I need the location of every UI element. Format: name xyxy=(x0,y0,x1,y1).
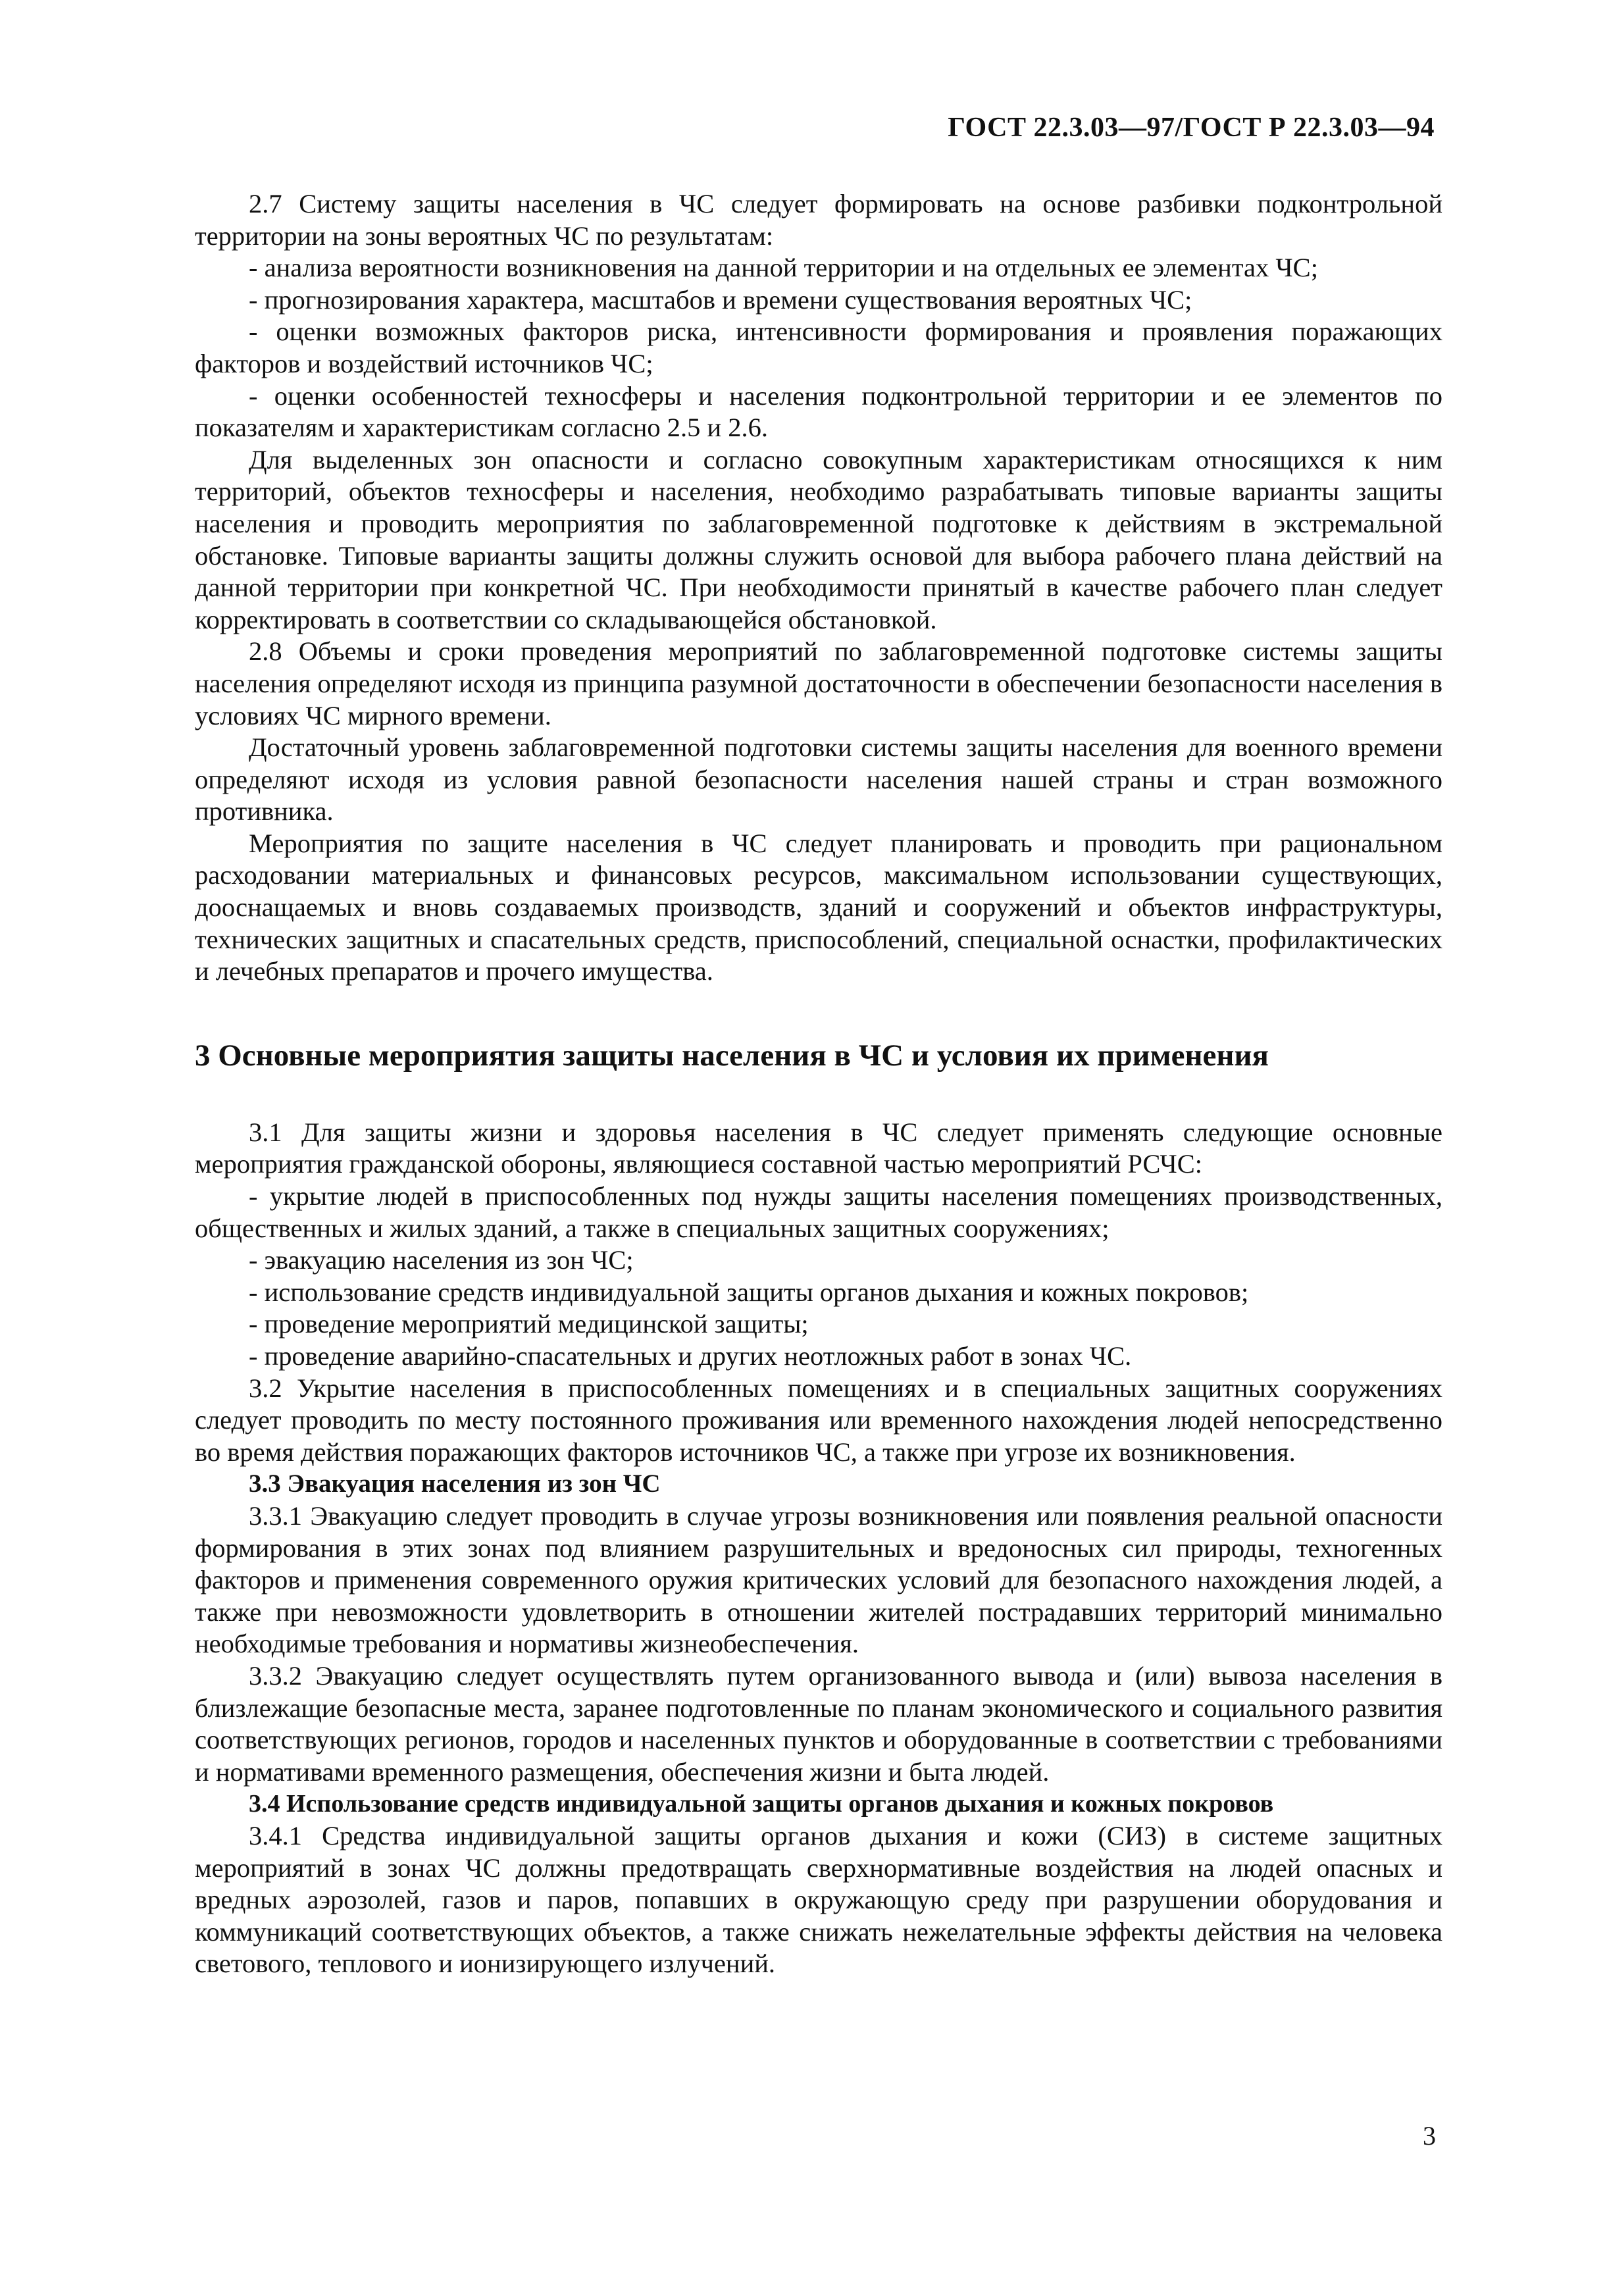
section-3-title: 3 Основные мероприятия защиты населения в ЧС и условия их применения xyxy=(195,1038,1269,1073)
paragraph-measures: Мероприятия по защите населения в ЧС следует планировать и проводить при рациональном расходовании материальных и финансовых ресурсов, максимальном использовании существующих, дооснащаемых и вновь создаваемых производств, зданий и сооружений и объектов инфраструктуры, технических защитных и спасательных средств, приспособлений, специальной оснастки, профилактических и лечебных препаратов и прочего имущества. xyxy=(195,828,1442,986)
paragraph-zones: Для выделенных зон опасности и согласно совокупным характеристикам относящихся к ним территорий, объектов техносферы и населения, необходимо разрабатывать типовые варианты защиты населения и проводить мероприятия по заблаговременной подготовке к действиям в экстремальной обстановке. Типовые варианты защиты должны служить основой для выбора рабочего плана действий на данной территории при конкретной ЧС. При необходимости принятый в качестве рабочего план следует корректировать в соответствии со складывающейся обстановкой. xyxy=(195,444,1442,634)
paragraph-3-4-1: 3.4.1 Средства индивидуальной защиты органов дыхания и кожи (СИЗ) в системе защитных мероприятий в зонах ЧС должны предотвращать сверхнормативные воздействия на людей опасных и вредных аэрозолей, газов и паров, попавших в окружающую среду при разрушении оборудования и коммуникаций соответствующих объектов, а также снижать нежелательные эффекты действия на человека светового, теплового и ионизирующего излучений. xyxy=(195,1820,1442,1979)
subsection-3-3-heading: 3.3 Эвакуация населения из зон ЧС xyxy=(249,1469,661,1498)
page-number: 3 xyxy=(1423,2121,1436,2151)
paragraph-2-8: 2.8 Объемы и сроки проведения мероприятий по заблаговременной подготовке системы защиты населения определяют исходя из принципа разумной достаточности в обеспечении безопасности населения в условиях ЧС мирного времени. xyxy=(195,636,1442,730)
document-body xyxy=(195,188,1442,1980)
list-item: - укрытие людей в приспособленных под нужды защиты населения помещениях производственных, общественных и жилых зданий, а также в специальных защитных сооружениях; xyxy=(195,1181,1442,1243)
paragraph-3-3-1: 3.3.1 Эвакуацию следует проводить в случае угрозы возникновения или появления реальной опасности формирования в этих зонах под влиянием разрушительных и вредоносных сил природы, техногенных факторов и применения современного оружия критических условий для безопасного нахождения людей, а также при невозможности удовлетворить в отношении жителей пострадавших территорий минимально необходимые требования и нормативы жизнеобеспечения. xyxy=(195,1500,1442,1659)
list-item: - анализа вероятности возникновения на данной территории и на отдельных ее элементах ЧС; xyxy=(249,253,1318,283)
paragraph-3-2: 3.2 Укрытие населения в приспособленных помещениях и в специальных защитных сооружениях следует проводить по месту постоянного проживания или временного нахождения людей непосредственно во время действия поражающих факторов источников ЧС, а также при угрозе их возникновения. xyxy=(195,1373,1442,1467)
paragraph-sufficient-level: Достаточный уровень заблаговременной подготовки системы защиты населения для военного времени определяют исходя из условия равной безопасности населения нашей страны и стран возможного противника. xyxy=(195,732,1442,827)
paragraph-3-1: 3.1 Для защиты жизни и здоровья населения в ЧС следует применять следующие основные мероприятия гражданской обороны, являющиеся составной частью мероприятий РСЧС: xyxy=(195,1117,1442,1179)
subsection-3-4-heading: 3.4 Использование средств индивидуальной защиты органов дыхания и кожных покровов xyxy=(249,1790,1274,1818)
list-item: - эвакуацию населения из зон ЧС; xyxy=(249,1245,634,1275)
list-item: - проведение аварийно-спасательных и других неотложных работ в зонах ЧС. xyxy=(249,1341,1132,1371)
page-header-standard-code: ГОСТ 22.3.03—97/ГОСТ Р 22.3.03—94 xyxy=(948,113,1435,143)
list-item: - проведение мероприятий медицинской защиты; xyxy=(249,1309,809,1339)
list-item: - прогнозирования характера, масштабов и времени существования вероятных ЧС; xyxy=(249,284,1192,315)
paragraph-3-3-2: 3.3.2 Эвакуацию следует осуществлять путем организованного вывода и (или) вывоза населения в близлежащие безопасные места, заранее подготовленные по планам экономического и социального развития соответствующих регионов, городов и населенных пунктов и оборудованные в соответствии с требованиями и нормативами временного размещения, обеспечения жизни и быта людей. xyxy=(195,1660,1442,1787)
list-item: - использование средств индивидуальной защиты органов дыхания и кожных покровов; xyxy=(249,1277,1249,1307)
list-item: - оценки особенностей техносферы и населения подконтрольной территории и ее элементов по показателям и характеристикам согласно 2.5 и 2.6. xyxy=(195,380,1442,443)
list-item: - оценки возможных факторов риска, интенсивности формирования и проявления поражающих факторов и воздействий источников ЧС; xyxy=(195,317,1442,378)
paragraph-2-7: 2.7 Систему защиты населения в ЧС следует формировать на основе разбивки подконтрольной территории на зоны вероятных ЧС по результатам: xyxy=(195,189,1442,251)
